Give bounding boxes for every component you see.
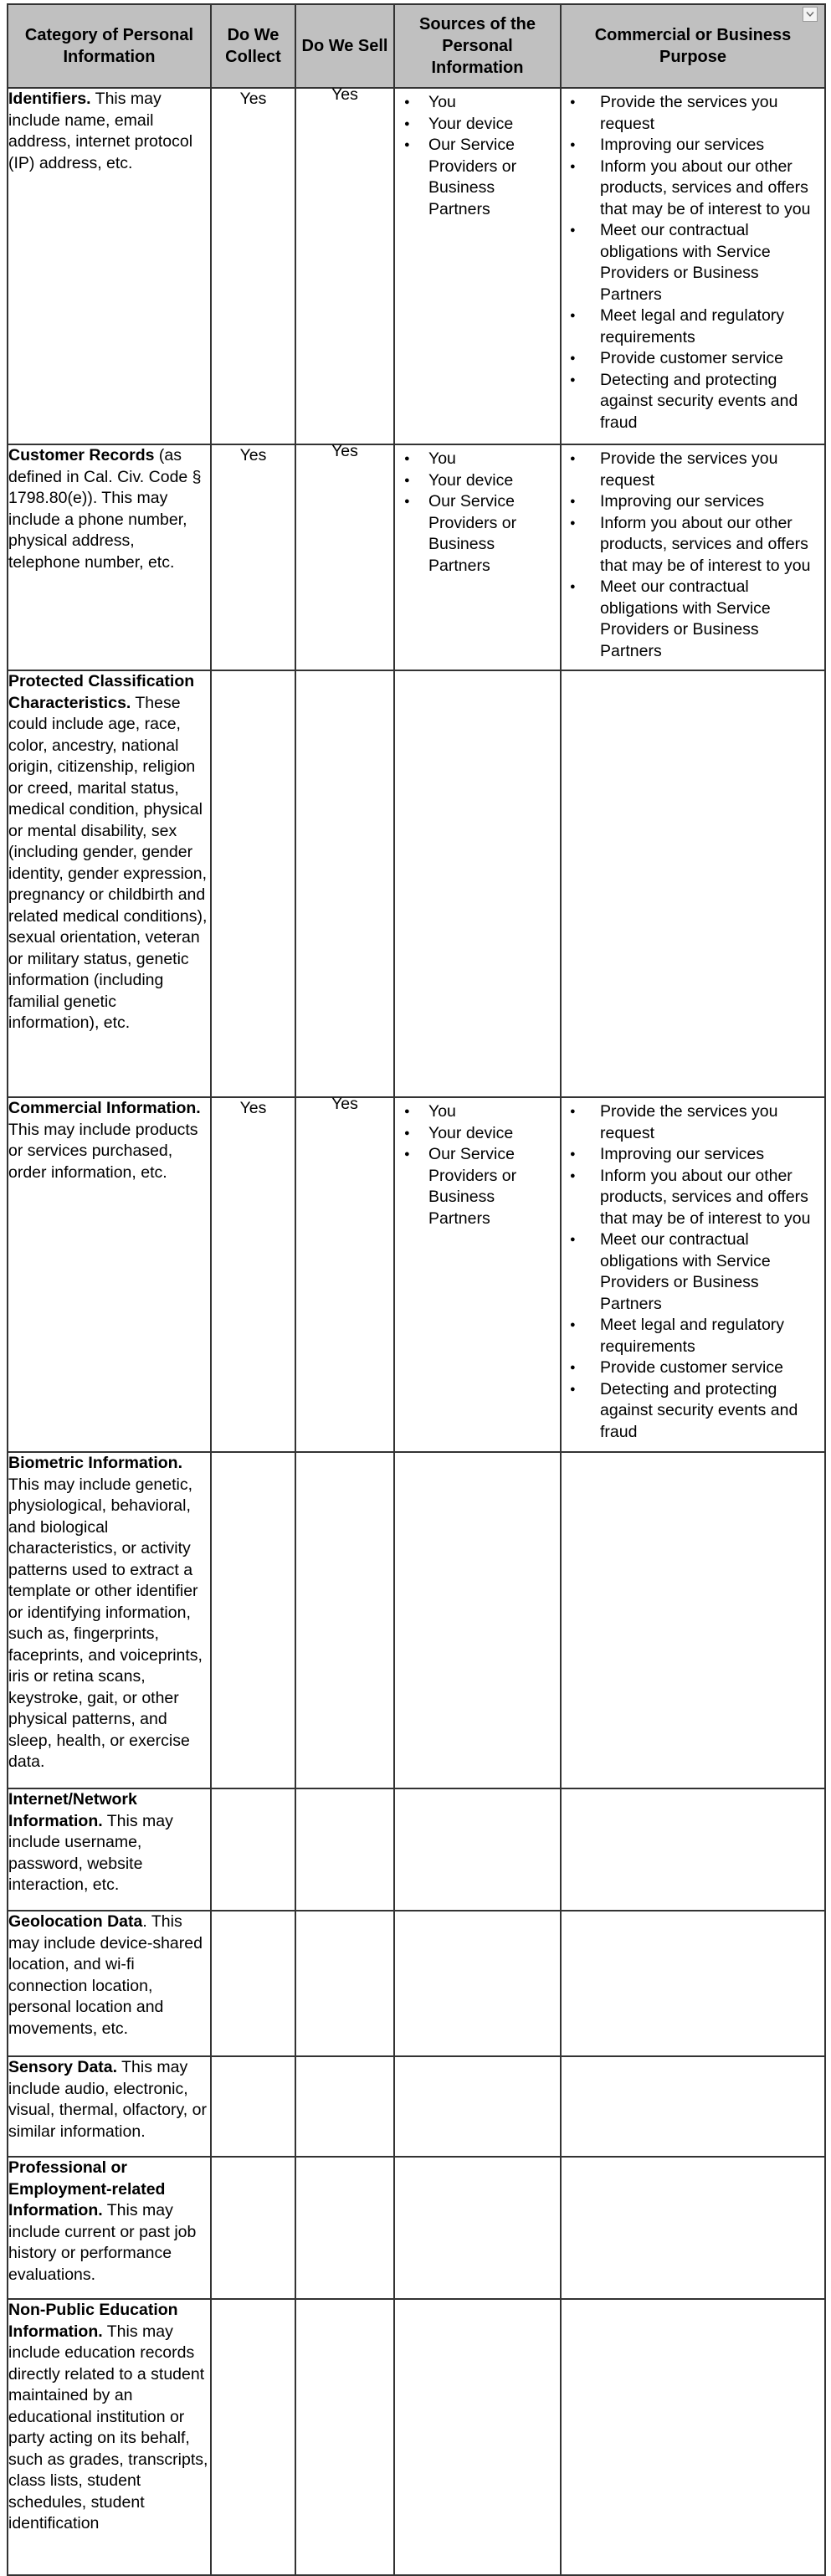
sell-cell bbox=[295, 2157, 394, 2299]
source-item: ● Our Service Providers or Business Partners bbox=[395, 1144, 560, 1229]
source-item: ● Your device bbox=[395, 114, 560, 136]
category-title: Sensory Data. bbox=[8, 2058, 118, 2076]
purpose-item: ● Inform you about our other products, services and offers that may be of interest to you bbox=[562, 513, 824, 577]
collect-cell bbox=[211, 670, 295, 1097]
sell-cell bbox=[295, 2299, 394, 2575]
purpose-cell bbox=[561, 2056, 825, 2157]
sell-cell bbox=[295, 670, 394, 1097]
category-title: Commercial Information. bbox=[8, 1099, 201, 1117]
purpose-item: ● Meet legal and regulatory requirements bbox=[562, 1315, 824, 1357]
collect-cell bbox=[211, 1452, 295, 1788]
sell-cell bbox=[295, 1097, 394, 1452]
purpose-list bbox=[562, 89, 824, 437]
category-cell bbox=[8, 2157, 211, 2299]
purpose-item: ● Provide the services you request bbox=[562, 1101, 824, 1144]
table-row bbox=[8, 1452, 825, 1788]
purpose-item: ● Provide customer service bbox=[562, 1357, 824, 1379]
table-row bbox=[8, 2056, 825, 2157]
header-sources: Sources of the Personal Information bbox=[394, 4, 561, 88]
category-description: This may include products or services purchased, order information, etc. bbox=[8, 1120, 198, 1182]
collect-cell: Yes bbox=[211, 1097, 295, 1452]
purpose-cell bbox=[561, 1788, 825, 1911]
purpose-item: ● Detecting and protecting against security events and fraud bbox=[562, 370, 824, 434]
purpose-cell bbox=[561, 88, 825, 444]
purpose-item: ● Inform you about our other products, services and offers that may be of interest to you bbox=[562, 157, 824, 221]
category-cell bbox=[8, 1788, 211, 1911]
purpose-item: ● Improving our services bbox=[562, 1144, 824, 1166]
sources-cell bbox=[394, 2056, 561, 2157]
category-description: These could include age, race, color, ancestry, national origin, citizenship, religion or creed, marital status, medical condition, physical or mental disability, sex (including gender, gender identity, gender expression, pregnancy or childbirth and related medical conditions), sexual orientation, veteran or military status, genetic information (including familial genetic information), etc. bbox=[8, 693, 208, 1032]
source-item: ● Our Service Providers or Business Partners bbox=[395, 135, 560, 220]
sources-cell bbox=[394, 2157, 561, 2299]
collect-cell: Yes bbox=[211, 88, 295, 444]
sell-value: Yes bbox=[331, 85, 358, 104]
purpose-item: ● Meet our contractual obligations with Service Providers or Business Partners bbox=[562, 577, 824, 662]
purpose-item: ● Meet legal and regulatory requirements bbox=[562, 305, 824, 348]
sell-value: Yes bbox=[331, 442, 358, 460]
sources-cell bbox=[394, 1452, 561, 1788]
source-item: ● You bbox=[395, 1101, 560, 1123]
sell-cell bbox=[295, 1911, 394, 2056]
purpose-cell bbox=[561, 1097, 825, 1452]
table-row bbox=[8, 88, 825, 444]
purpose-cell bbox=[561, 1911, 825, 2056]
table-row bbox=[8, 1788, 825, 1911]
header-purpose: Commercial or Business Purpose bbox=[561, 4, 825, 88]
purpose-cell bbox=[561, 2157, 825, 2299]
collect-cell bbox=[211, 1911, 295, 2056]
purpose-item: ● Meet our contractual obligations with Service Providers or Business Partners bbox=[562, 1229, 824, 1315]
purpose-item: ● Provide the services you request bbox=[562, 449, 824, 491]
sell-cell bbox=[295, 1788, 394, 1911]
personal-information-table bbox=[7, 3, 826, 2576]
sources-cell bbox=[394, 2299, 561, 2575]
collect-cell bbox=[211, 2299, 295, 2575]
sources-cell bbox=[394, 444, 561, 670]
sell-cell bbox=[295, 444, 394, 670]
category-title: Geolocation Data bbox=[8, 1912, 143, 1931]
collapse-arrow-icon[interactable] bbox=[803, 7, 818, 22]
table-row bbox=[8, 1911, 825, 2056]
purpose-item: ● Provide the services you request bbox=[562, 92, 824, 135]
category-cell bbox=[8, 2299, 211, 2575]
purpose-list bbox=[562, 1098, 824, 1446]
category-title: Internet/Network Information. bbox=[8, 1790, 137, 1830]
source-item: ● Your device bbox=[395, 470, 560, 492]
collect-cell bbox=[211, 2056, 295, 2157]
sources-list bbox=[395, 445, 560, 580]
source-item: ● Our Service Providers or Business Partners bbox=[395, 491, 560, 577]
category-title: Identifiers. bbox=[8, 90, 91, 108]
collect-cell bbox=[211, 2157, 295, 2299]
category-title: Non-Public Education Information. bbox=[8, 2301, 178, 2341]
purpose-item: ● Improving our services bbox=[562, 135, 824, 157]
sources-list bbox=[395, 1098, 560, 1233]
source-item: ● Your device bbox=[395, 1123, 560, 1145]
purpose-cell bbox=[561, 444, 825, 670]
category-title: Biometric Information. bbox=[8, 1454, 183, 1472]
category-cell bbox=[8, 1452, 211, 1788]
table-header-row bbox=[8, 4, 825, 88]
category-cell bbox=[8, 88, 211, 444]
source-item: ● You bbox=[395, 92, 560, 114]
sell-value: Yes bbox=[331, 1095, 358, 1113]
header-sell: Do We Sell bbox=[295, 4, 394, 88]
table-row bbox=[8, 1097, 825, 1452]
category-cell bbox=[8, 1911, 211, 2056]
category-description: . This may include device-shared location, and wi-fi connection location, personal location and movements, etc. bbox=[8, 1912, 203, 2038]
category-title: Professional or Employment-related Information. bbox=[8, 2158, 166, 2219]
header-category: Category of Personal Information bbox=[8, 4, 211, 88]
sources-cell bbox=[394, 670, 561, 1097]
purpose-item: ● Inform you about our other products, services and offers that may be of interest to you bbox=[562, 1166, 824, 1230]
category-description: This may include genetic, physiological, behavioral, and biological characteristics, or activity patterns used to extract a template or other identifier or identifying information, such as, fingerprints, faceprints, and voiceprints, iris or retina scans, keystroke, gait, or other physical patterns, and sleep, health, or exercise data. bbox=[8, 1475, 203, 1771]
sources-cell bbox=[394, 88, 561, 444]
table-row bbox=[8, 2157, 825, 2299]
table-row bbox=[8, 444, 825, 670]
category-title: Customer Records bbox=[8, 446, 155, 464]
category-title: Protected Classification Characteristics. bbox=[8, 672, 195, 712]
purpose-item: ● Meet our contractual obligations with Service Providers or Business Partners bbox=[562, 220, 824, 305]
table-row bbox=[8, 670, 825, 1097]
purpose-item: ● Provide customer service bbox=[562, 348, 824, 370]
category-description: (as defined in Cal. Civ. Code § 1798.80(e)). This may include a phone number, physical address, telephone number, etc. bbox=[8, 446, 202, 572]
sell-cell bbox=[295, 1452, 394, 1788]
table-row bbox=[8, 2299, 825, 2575]
category-cell bbox=[8, 444, 211, 670]
purpose-item: ● Detecting and protecting against security events and fraud bbox=[562, 1379, 824, 1444]
purpose-list bbox=[562, 445, 824, 665]
category-cell bbox=[8, 2056, 211, 2157]
purpose-cell bbox=[561, 1452, 825, 1788]
source-item: ● You bbox=[395, 449, 560, 470]
collect-cell bbox=[211, 1788, 295, 1911]
sell-cell bbox=[295, 2056, 394, 2157]
category-cell bbox=[8, 1097, 211, 1452]
collect-cell: Yes bbox=[211, 444, 295, 670]
category-cell bbox=[8, 670, 211, 1097]
header-collect: Do We Collect bbox=[211, 4, 295, 88]
category-description: This may include username, password, website interaction, etc. bbox=[8, 1811, 173, 1894]
category-description: This may include current or past job history or performance evaluations. bbox=[8, 2201, 197, 2284]
sources-cell bbox=[394, 1911, 561, 2056]
category-description: This may include audio, electronic, visual, thermal, olfactory, or similar information. bbox=[8, 2058, 207, 2141]
sources-cell bbox=[394, 1788, 561, 1911]
sell-cell bbox=[295, 85, 394, 444]
sources-list bbox=[395, 89, 560, 223]
purpose-item: ● Improving our services bbox=[562, 491, 824, 513]
purpose-cell bbox=[561, 2299, 825, 2575]
sources-cell bbox=[394, 1097, 561, 1452]
purpose-cell bbox=[561, 670, 825, 1097]
category-description: This may include name, email address, internet protocol (IP) address, etc. bbox=[8, 90, 193, 172]
category-description: This may include education records directly related to a student maintained by an educational institution or party acting on its behalf, such as grades, transcripts, class lists, student schedules, student identification bbox=[8, 2322, 208, 2532]
